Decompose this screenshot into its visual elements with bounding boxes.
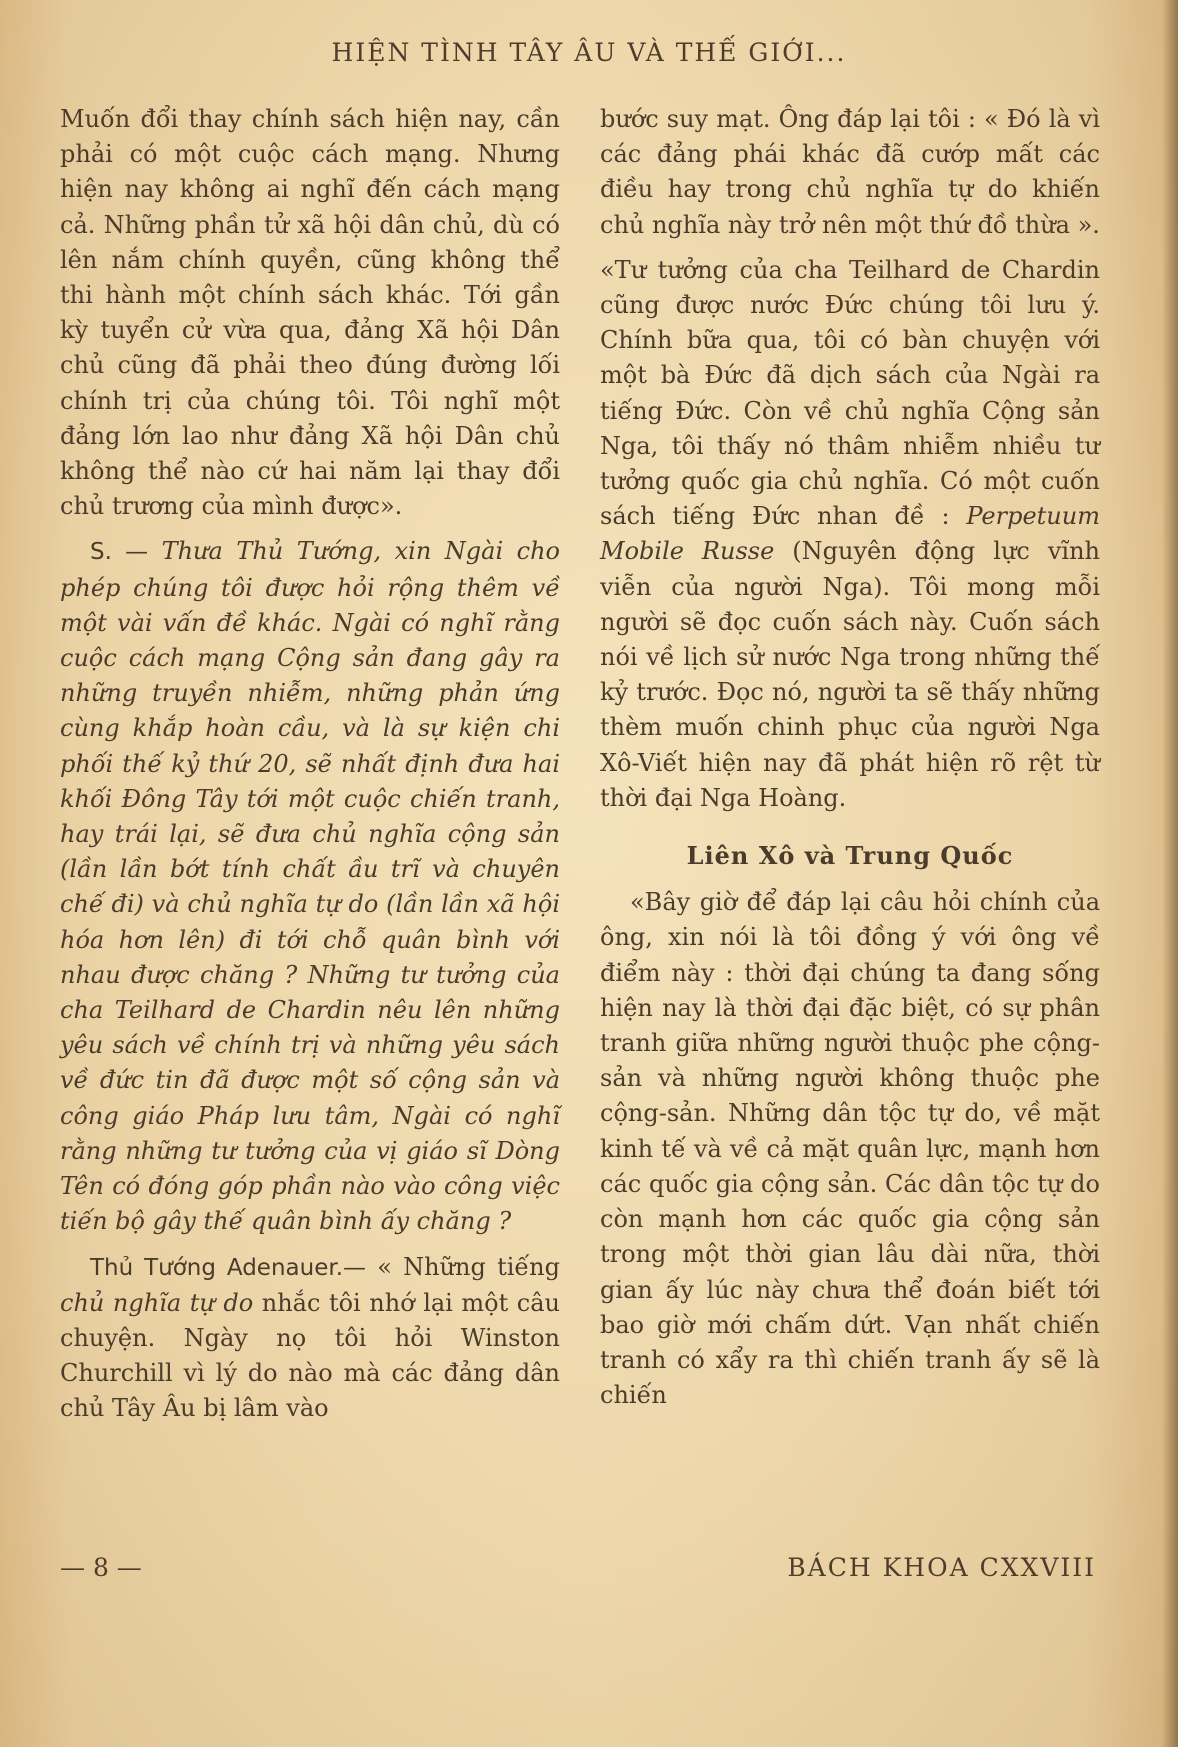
left-column	[60, 102, 560, 1427]
paragraph-policy: Muốn đổi thay chính sách hiện nay, cần phải có một cuộc cách mạng. Nhưng hiện nay không ai nghĩ đến cách mạng cả. Những phần tử xã hội dân chủ, dù có lên nắm chính quyền, cũng không thể thi hành một chính sách khác. Tới gần kỳ tuyển cử vừa qua, đảng Xã hội Dân chủ cũng đã phải theo đúng đường lối chính trị của chúng tôi. Tôi nghĩ một đảng lớn lao như đảng Xã hội Dân chủ không thể nào cứ hai năm lại thay đổi chủ trương của mình được».	[60, 105, 560, 521]
answer-text-start: « Những tiếng	[377, 1252, 560, 1281]
page-edge-shadow	[1162, 0, 1178, 1747]
answer-text-end: nhắc tôi nhớ lại một câu chuyện. Ngày nọ tôi hỏi Winston Churchill vì lý do nào mà các đảng dân chủ Tây Âu bị lâm vào	[60, 1288, 561, 1423]
paragraph-free-nations: «Bây giờ để đáp lại câu hỏi chính của ông, xin nói là tôi đồng ý với ông về điểm này : thời đại chúng ta đang sống hiện nay là thời đại đặc biệt, có sự phân tranh giữa những người thuộc phe cộng-sản và những người không thuộc phe cộng-sản. Những dân tộc tự do, về mặt kinh tế và về cả mặt quân lực, mạnh hơn các quốc gia cộng sản. Các dân tộc tự do còn mạnh hơn các quốc gia cộng sản trong một thời gian lâu dài nữa, thời gian ấy lúc này chưa thể đoán biết tới bao giờ mới chấm dứt. Vạn nhất chiến tranh có xẩy ra thì chiến tranh ấy sẽ là chiến	[600, 888, 1100, 1410]
interview-question	[60, 534, 560, 1239]
answer-speaker: Thủ Tướng Adenauer.—	[90, 1254, 367, 1281]
page-number: — 8 —	[60, 1553, 142, 1582]
book-title: Perpetuum Mobile Russe	[600, 502, 1100, 566]
running-header: HIỆN TÌNH TÂY ÂU VÀ THẾ GIỚI...	[331, 38, 847, 67]
question-text: Thưa Thủ Tướng, xin Ngài cho phép chúng tôi được hỏi rộng thêm về một vài vấn đề khác. Ngài có nghĩ rằng cuộc cách mạng Cộng sản đang gây ra những truyền nhiễm, những phản ứng cùng khắp hoàn cầu, và là sự kiện chi phối thế kỷ thứ 20, sẽ nhất định đưa hai khối Đông Tây tới một cuộc chiến tranh, hay trái lại, sẽ đưa chủ nghĩa cộng sản (lần lần bớt tính chất ầu trĩ và chuyên chế đi) và chủ nghĩa tự do (lần lần xã hội hóa hơn lên) đi tới chỗ quân bình với nhau được chăng ? Những tư tưởng của cha Teilhard de Chardin nêu lên những yêu sách về chính trị và những yêu sách về đức tin đã được một số cộng sản và công giáo Pháp lưu tâm, Ngài có nghĩ rằng những tư tưởng của vị giáo sĩ Dòng Tên có đóng góp phần nào vào công việc tiến bộ gây thế quân bình ấy chăng ?	[60, 537, 560, 1236]
paragraph-churchill: bước suy mạt. Ông đáp lại tôi : « Đó là vì các đảng phái khác đã cướp mất các điều hay trong chủ nghĩa tự do khiến chủ nghĩa này trở nên một thứ đồ thừa ».	[600, 105, 1100, 239]
teilhard-text-end: (Nguyên động lực vĩnh viễn của người Nga). Tôi mong mỗi người sẽ đọc cuốn sách này. Cuốn sách nói về lịch sử nước Nga trong những thế kỷ trước. Đọc nó, người ta sẽ thấy những thèm muốn chinh phục của người Nga Xô-Viết hiện nay đã phát hiện rõ rệt từ thời đại Nga Hoàng.	[600, 537, 1100, 812]
publication-footer: BÁCH KHOA CXXVIII	[787, 1553, 1096, 1582]
paragraph-teilhard	[600, 253, 1100, 816]
answer-emphasis: chủ nghĩa tự do	[60, 1288, 254, 1317]
right-column	[600, 102, 1100, 1413]
section-heading: Liên Xô và Trung Quốc	[686, 841, 1014, 871]
question-speaker: S. —	[90, 539, 149, 566]
interview-answer	[60, 1250, 560, 1427]
teilhard-text-start: «Tư tưởng của cha Teilhard de Chardin cũng được nước Đức chúng tôi lưu ý. Chính bữa qua, tôi có bàn chuyện với một bà Đức đã dịch sách của Ngài ra tiếng Đức. Còn về chủ nghĩa Cộng sản Nga, tôi thấy nó thâm nhiễm nhiều tư tưởng quốc gia chủ nghĩa. Có một cuốn sách tiếng Đức nhan đề :	[600, 255, 1100, 531]
